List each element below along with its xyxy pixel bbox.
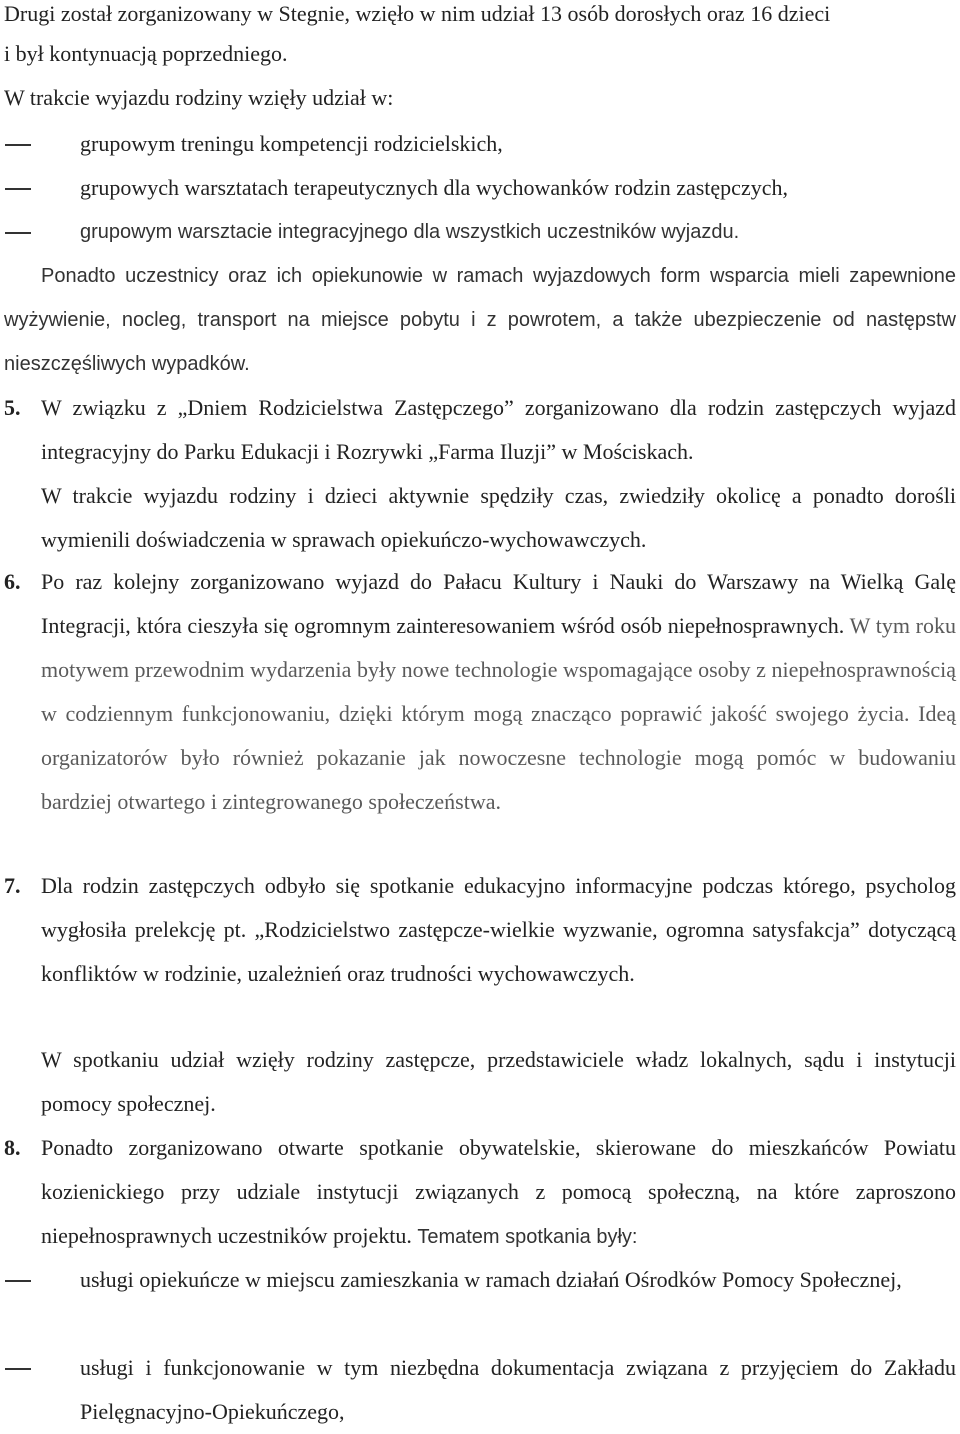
- list-item-text: usługi i funkcjonowanie w tym niezbędna dokumentacja związana z przyjęciem do Zakładu Pielęgnacyjno-Opiekuńczego,: [80, 1355, 956, 1424]
- list-item-text: usługi opiekuńcze w miejscu zamieszkania w ramach działań Ośrodków Pomocy Społecznej,: [80, 1267, 902, 1292]
- item-6-text-b: W tym roku motywem przewodnim wydarzenia były nowe technologie wspomagające osoby z niepełnosprawnością w codziennym funkcjonowaniu, dzięki którym mogą znacząco poprawić jakość swojego życia.: [41, 613, 957, 726]
- item-8-text-b: Tematem spotkania były:: [417, 1226, 638, 1248]
- item-6-text-c: Ideą organizatorów było również pokazanie jak nowoczesne technologie mogą pomóc w budowaniu bardziej otwartego i zintegrowanego społeczeństwa.: [41, 701, 956, 814]
- item-number-7: 7.: [4, 873, 21, 898]
- intro-line-2: i był kontynuacją poprzedniego.: [4, 41, 288, 66]
- item-8-text-a: Ponadto zorganizowano otwarte spotkanie obywatelskie, skierowane do mieszkańców Powiatu kozienickiego przy udziale instytucji związanych z pomocą społeczną, na które zaproszono niepełnosprawnych uczestników projektu.: [41, 1135, 956, 1248]
- item-5-text: W związku z „Dniem Rodzicielstwa Zastępczego” zorganizowano dla rodzin zastępczych wyjazd integracyjny do Parku Edukacji i Rozrywki „Farma Iluzji” w Mościskach.: [41, 395, 956, 464]
- item-6-text-a: Po raz kolejny zorganizowano wyjazd do Pałacu Kultury i Nauki do Warszawy na Wielką Galę Integracji, która cieszyła się ogromnym zainteresowaniem wśród osób niepełnosprawnych.: [41, 569, 956, 638]
- item-7-text-continued: W spotkaniu udział wzięły rodziny zastępcze, przedstawiciele władz lokalnych, sądu i instytucji pomocy społecznej.: [41, 1047, 956, 1116]
- list-item-text: grupowych warsztatach terapeutycznych dla wychowanków rodzin zastępczych,: [80, 175, 788, 200]
- item-5-text-continued: W trakcie wyjazdu rodziny i dzieci aktywnie spędziły czas, zwiedziły okolicę a ponadto dorośli wymienili doświadczenia w sprawach opiekuńczo-wychowawczych.: [41, 483, 956, 552]
- item-7-text: Dla rodzin zastępczych odbyło się spotkanie edukacyjno informacyjne podczas którego, psycholog wygłosiła prelekcję pt. „Rodzicielstwo zastępcze-wielkie wyzwanie, ogromna satysfakcja” dotyczącą konfliktów w rodzinie, uzależnień oraz trudności wychowawczych.: [41, 873, 956, 986]
- list-item-text: grupowym warsztacie integracyjnego dla wszystkich uczestników wyjazdu.: [80, 221, 740, 243]
- item-6-text: [41, 560, 956, 824]
- intro-line-3: W trakcie wyjazdu rodziny wzięły udział w:: [4, 85, 394, 110]
- list-item-text: grupowym treningu kompetencji rodzicielskich,: [80, 131, 503, 156]
- item-8-text: [41, 1126, 956, 1259]
- paragraph-ponadto: Ponadto uczestnicy oraz ich opiekunowie w ramach wyjazdowych form wsparcia mieli zapewnione wyżywienie, nocleg, transport na miejsce pobytu i z powrotem, a także ubezpieczenie od następstw nieszczęśliwych wypadków.: [4, 265, 956, 375]
- intro-line-1: Drugi został zorganizowany w Stegnie, wzięło w nim udział 13 osób dorosłych oraz 16 dzieci: [4, 1, 831, 26]
- item-number-5: 5.: [4, 395, 21, 420]
- item-number-6: 6.: [4, 569, 21, 594]
- item-number-8: 8.: [4, 1135, 21, 1160]
